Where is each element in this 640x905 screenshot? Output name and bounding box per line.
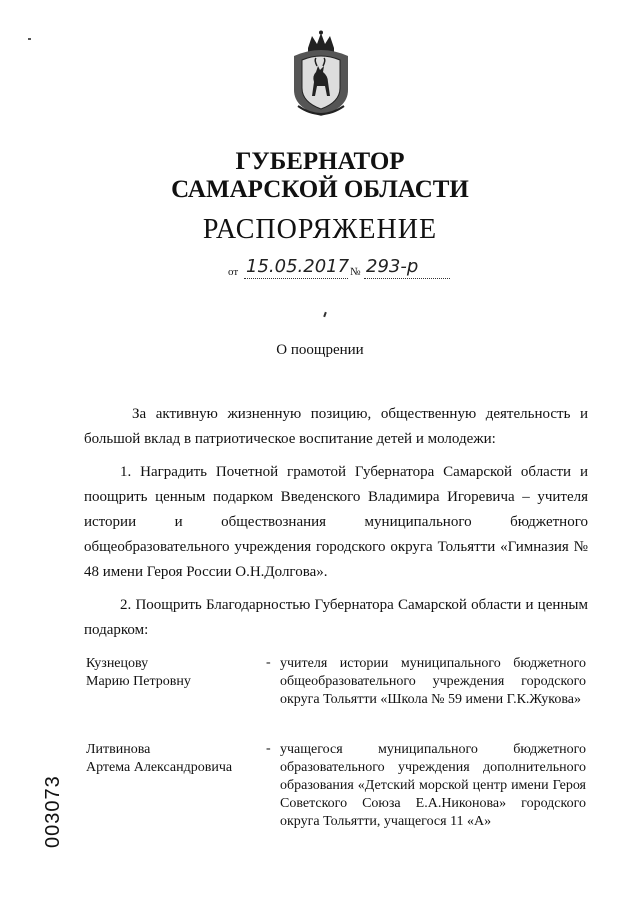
handwritten-date: 15.05.2017: [246, 256, 350, 277]
number-underline: [364, 278, 450, 279]
preamble-paragraph: За активную жизненную позицию, общественную деятельность и большой вклад в патриотическое воспитание детей и молодежи:: [84, 406, 588, 447]
date-number-line: [214, 256, 454, 282]
recipient-surname: Кузнецову: [86, 656, 149, 671]
item-2-paragraph: 2. Поощрить Благодарностью Губернатора Самарской области и ценным подарком:: [84, 597, 588, 638]
item-1-paragraph: 1. Наградить Почетной грамотой Губернатора Самарской области и поощрить ценным подарком Введенского Владимира Игоревича – учителя истории и обществознания муниципального бюджетного общеобразовательного учреждения городского округа Тольятти «Гимназия № 48 имени Героя России О.Н.Долгова».: [84, 464, 588, 580]
number-label: №: [350, 266, 361, 278]
authority-title-line1: ГУБЕРНАТОР: [235, 148, 405, 175]
scan-speck: [28, 38, 31, 40]
document-subject: О поощрении: [276, 342, 364, 358]
document-type: РАСПОРЯЖЕНИЕ: [202, 214, 438, 245]
authority-title-line2: САМАРСКОЙ ОБЛАСТИ: [171, 176, 469, 203]
recipient-surname: Литвинова: [86, 742, 151, 757]
coat-of-arms-icon: [288, 30, 354, 118]
recipient-given-names: Марию Петровну: [86, 674, 191, 689]
date-underline: [244, 278, 348, 279]
entry-dash: -: [266, 655, 271, 670]
handwritten-number: 293-р: [366, 256, 419, 277]
recipient-description: учащегося муниципального бюджетного образовательного учреждения дополнительного образования «Детский морской центр имени Героя Советского Союза Е.А.Никонова» городского округа Тольятти, учащегося 11 «А»: [280, 742, 586, 829]
recipient-name: [86, 655, 191, 691]
date-from-label: от: [228, 266, 239, 278]
recipient-name: [86, 741, 232, 777]
recipient-description: учителя истории муниципального бюджетного общеобразовательного учреждения городского округа Тольятти «Школа № 59 имени Г.К.Жукова»: [280, 656, 586, 707]
scan-mark: [323, 312, 327, 317]
recipient-given-names: Артема Александровича: [86, 760, 233, 775]
serial-number-stamp: 003073: [42, 775, 64, 848]
entry-dash: -: [266, 741, 271, 756]
